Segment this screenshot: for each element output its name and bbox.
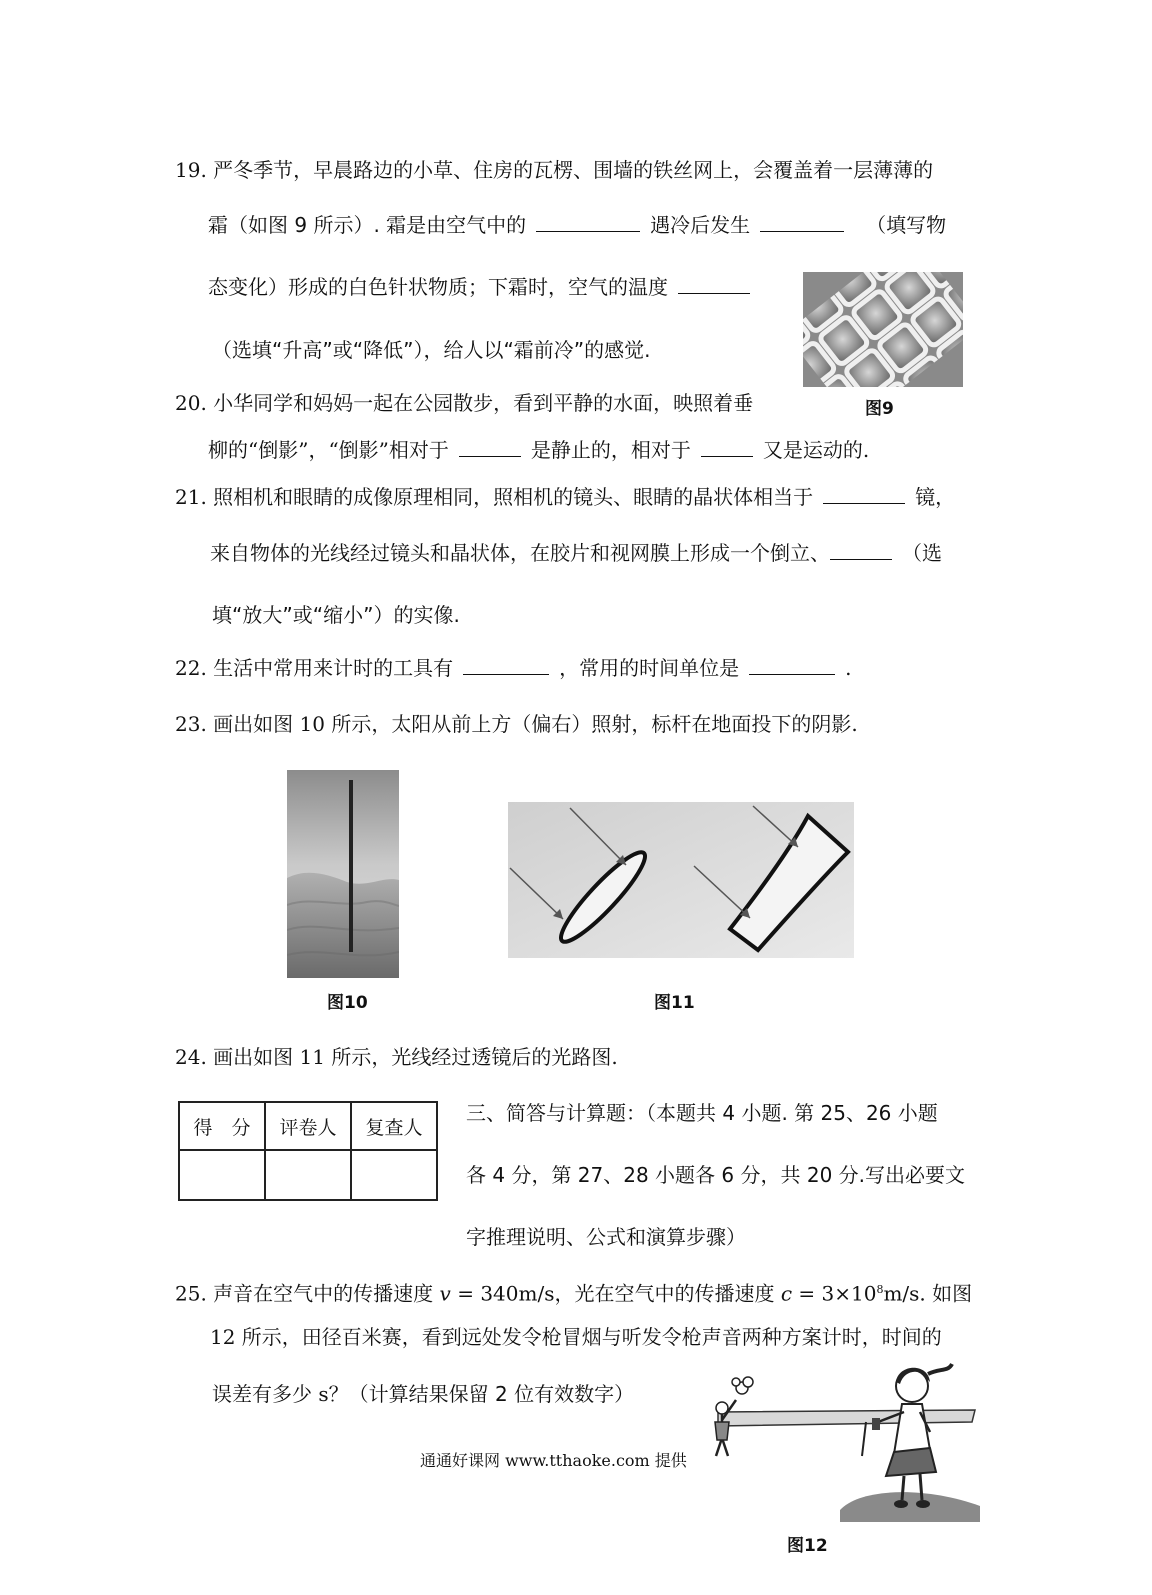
score-header-defen: 得 分 bbox=[179, 1102, 265, 1150]
q21-line2 bbox=[210, 539, 942, 567]
q19-line1: 19. 严冬季节，早晨路边的小草、住房的瓦楞、围墙的铁丝网上，会覆盖着一层薄薄的 bbox=[175, 158, 934, 182]
q21-text-d: （选 bbox=[902, 541, 942, 565]
q25-line1 bbox=[175, 1276, 972, 1308]
q19-line4: （选填“升高”或“降低”），给人以“霜前冷”的感觉. bbox=[212, 338, 651, 362]
footer-watermark: 通通好课网 www.tthaoke.com 提供 bbox=[420, 1451, 687, 1470]
answer-blank[interactable] bbox=[823, 485, 905, 504]
fig12-caption: 图12 bbox=[787, 1536, 828, 1556]
q20-line1: 20. 小华同学和妈妈一起在公园散步，看到平静的水面，映照着垂 bbox=[175, 391, 754, 415]
q22-text-c: . bbox=[845, 656, 852, 680]
q19-line2 bbox=[208, 211, 946, 239]
reviewer-cell[interactable] bbox=[351, 1150, 437, 1200]
grader-cell[interactable] bbox=[265, 1150, 351, 1200]
symbol-v: v bbox=[439, 1281, 451, 1306]
q20-text-c: 又是运动的. bbox=[762, 438, 870, 462]
q21-text-c: 来自物体的光线经过镜头和晶状体，在胶片和视网膜上形成一个倒立、 bbox=[210, 541, 830, 565]
fig10-pole-image bbox=[287, 770, 399, 978]
q22-line bbox=[175, 654, 852, 682]
score-cell[interactable] bbox=[179, 1150, 265, 1200]
fig11-lenses-diagram bbox=[508, 802, 854, 958]
q20-text-b: 是静止的，相对于 bbox=[530, 438, 691, 462]
q25-text-e: 误差有多少 s？ bbox=[212, 1382, 349, 1406]
q25-text-d: m/s. 如图 bbox=[883, 1281, 973, 1306]
section3-line1: 三、简答与计算题：（本题共 4 小题. 第 25、26 小题 bbox=[466, 1101, 938, 1125]
symbol-c: c bbox=[780, 1281, 793, 1306]
fig9-caption: 图9 bbox=[865, 399, 894, 419]
q21-text-a: 21. 照相机和眼睛的成像原理相同，照相机的镜头、眼睛的晶状体相当于 bbox=[175, 485, 814, 509]
answer-blank[interactable] bbox=[678, 275, 750, 294]
q22-text-b: ，常用的时间单位是 bbox=[559, 656, 740, 680]
score-header-fuchaten: 复查人 bbox=[351, 1102, 437, 1150]
q25-text-b: = 340m/s，光在空气中的传播速度 bbox=[450, 1281, 775, 1306]
q19-line3 bbox=[208, 273, 760, 301]
section3-line3: 字推理说明、公式和演算步骤） bbox=[466, 1225, 746, 1249]
fig12-race-timing-illustration bbox=[690, 1360, 990, 1522]
q21-text-b: 镜， bbox=[915, 485, 956, 509]
answer-blank[interactable] bbox=[459, 438, 521, 457]
q20-text-a: 柳的“倒影”，“倒影”相对于 bbox=[208, 438, 449, 462]
answer-blank[interactable] bbox=[701, 438, 753, 457]
q25-text-a: 25. 声音在空气中的传播速度 bbox=[175, 1281, 434, 1306]
section3-line2: 各 4 分，第 27、28 小题各 6 分，共 20 分.写出必要文 bbox=[466, 1163, 966, 1187]
q25-text-f: （计算结果保留 2 位有效数字） bbox=[348, 1382, 635, 1406]
fig11-caption: 图11 bbox=[654, 993, 695, 1013]
q21-line3: 填“放大”或“缩小”）的实像. bbox=[212, 603, 460, 627]
q19-text-c: （填写物 bbox=[866, 213, 947, 237]
q22-text-a: 22. 生活中常用来计时的工具有 bbox=[175, 656, 454, 680]
answer-blank[interactable] bbox=[760, 213, 844, 232]
exponent: 8 bbox=[876, 1283, 884, 1296]
answer-blank[interactable] bbox=[830, 541, 892, 560]
answer-blank[interactable] bbox=[749, 656, 835, 675]
q21-line1 bbox=[175, 483, 955, 511]
q20-line2 bbox=[208, 436, 869, 464]
score-table bbox=[178, 1101, 438, 1201]
fig9-frost-mesh-image bbox=[803, 272, 963, 387]
q25-line2: 12 所示，田径百米赛，看到远处发令枪冒烟与听发令枪声音两种方案计时，时间的 bbox=[210, 1325, 942, 1349]
q19-text-b: 遇冷后发生 bbox=[650, 213, 751, 237]
answer-blank[interactable] bbox=[536, 213, 640, 232]
fig10-caption: 图10 bbox=[327, 993, 368, 1013]
q23-line: 23. 画出如图 10 所示，太阳从前上方（偏右）照射，标杆在地面投下的阴影. bbox=[175, 712, 858, 736]
q25-line3 bbox=[212, 1380, 634, 1408]
q25-text-c: = 3×10 bbox=[792, 1281, 877, 1306]
q19-text-a: 霜（如图 9 所示）. 霜是由空气中的 bbox=[208, 213, 527, 237]
answer-blank[interactable] bbox=[463, 656, 549, 675]
q24-line: 24. 画出如图 11 所示，光线经过透镜后的光路图. bbox=[175, 1045, 618, 1069]
score-header-pingjuanren: 评卷人 bbox=[265, 1102, 351, 1150]
q19-text-d: 态变化）形成的白色针状物质；下霜时，空气的温度 bbox=[208, 275, 668, 299]
